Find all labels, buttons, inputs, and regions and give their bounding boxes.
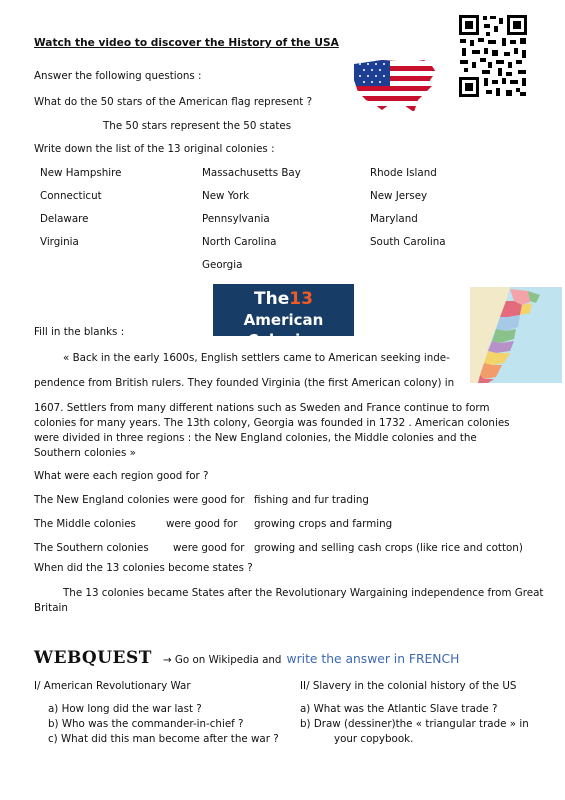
paragraph-line: pendence from British rulers. They founded Virginia (the first American colony) in xyxy=(34,377,455,389)
banner-the: The xyxy=(254,289,290,309)
colony-item: New Hampshire xyxy=(40,167,122,179)
webquest-instruction: → Go on Wikipedia and xyxy=(163,654,282,666)
webquest-title: WEBQUEST xyxy=(34,648,152,668)
page-title: Watch the video to discover the History of the USA xyxy=(34,37,339,49)
webquest-heading xyxy=(34,648,459,668)
webquest-french: write the answer in FRENCH xyxy=(286,652,460,666)
section-item: your copybook. xyxy=(334,733,414,745)
paragraph-line: colonies for many years. The 13th colony, Georgia was founded in 1732 . American colonies xyxy=(34,417,510,429)
section-item: b) Who was the commander-in-chief ? xyxy=(48,718,244,730)
question-stars: What do the 50 stars of the American flag represent ? xyxy=(34,96,313,108)
region-answer: growing and selling cash crops (like rice and cotton) xyxy=(254,542,523,554)
colony-item: Georgia xyxy=(202,259,243,271)
section-title: I/ American Revolutionary War xyxy=(34,680,191,692)
colony-item: Connecticut xyxy=(40,190,102,202)
answer-states-line: Britain xyxy=(34,602,68,614)
colony-item: New Jersey xyxy=(370,190,428,202)
section-item: a) How long did the war last ? xyxy=(48,703,202,715)
paragraph-line: Southern colonies » xyxy=(34,447,136,459)
section-title: II/ Slavery in the colonial history of the US xyxy=(300,680,517,692)
colony-item: Pennsylvania xyxy=(202,213,270,225)
colony-item: Rhode Island xyxy=(370,167,437,179)
region-good-for: were good for xyxy=(173,542,245,554)
colony-item: New York xyxy=(202,190,250,202)
paragraph-line: « Back in the early 1600s, English settlers came to American seeking inde- xyxy=(63,352,450,364)
banner-subtitle: American Colonies xyxy=(243,311,324,349)
paragraph-line: were divided in three regions : the New England colonies, the Middle colonies and the xyxy=(34,432,477,444)
colony-item: Maryland xyxy=(370,213,418,225)
colony-item: Massachusetts Bay xyxy=(202,167,301,179)
colony-item: South Carolina xyxy=(370,236,446,248)
qr-code xyxy=(458,14,528,98)
question-states: When did the 13 colonies become states ? xyxy=(34,562,253,574)
region-name: The Southern colonies xyxy=(34,542,149,554)
answer-states-line: The 13 colonies became States after the Revolutionary Wargaining independence from Great xyxy=(63,587,544,599)
region-good-for: were good for xyxy=(173,494,245,506)
us-flag-map-image xyxy=(352,56,438,118)
paragraph-line: 1607. Settlers from many different nations such as Sweden and France continue to form xyxy=(34,402,490,414)
colonies-map-image xyxy=(470,287,562,383)
question-colonies: Write down the list of the 13 original colonies : xyxy=(34,143,275,155)
region-name: The New England colonies xyxy=(34,494,170,506)
fill-blanks-label: Fill in the blanks : xyxy=(34,326,125,338)
question-regions: What were each region good for ? xyxy=(34,470,209,482)
section-item: b) Draw (dessiner)the « triangular trade » in xyxy=(300,718,529,730)
section-item: a) What was the Atlantic Slave trade ? xyxy=(300,703,498,715)
region-answer: growing crops and farming xyxy=(254,518,393,530)
region-name: The Middle colonies xyxy=(34,518,136,530)
colony-item: Virginia xyxy=(40,236,79,248)
region-good-for: were good for xyxy=(166,518,238,530)
colony-item: North Carolina xyxy=(202,236,277,248)
section-item: c) What did this man become after the war ? xyxy=(48,733,279,745)
colony-item: Delaware xyxy=(40,213,89,225)
instruction: Answer the following questions : xyxy=(34,70,202,82)
colonies-banner-image xyxy=(213,284,354,349)
banner-number: 13 xyxy=(289,289,313,309)
answer-stars: The 50 stars represent the 50 states xyxy=(103,120,292,132)
region-answer: fishing and fur trading xyxy=(254,494,369,506)
